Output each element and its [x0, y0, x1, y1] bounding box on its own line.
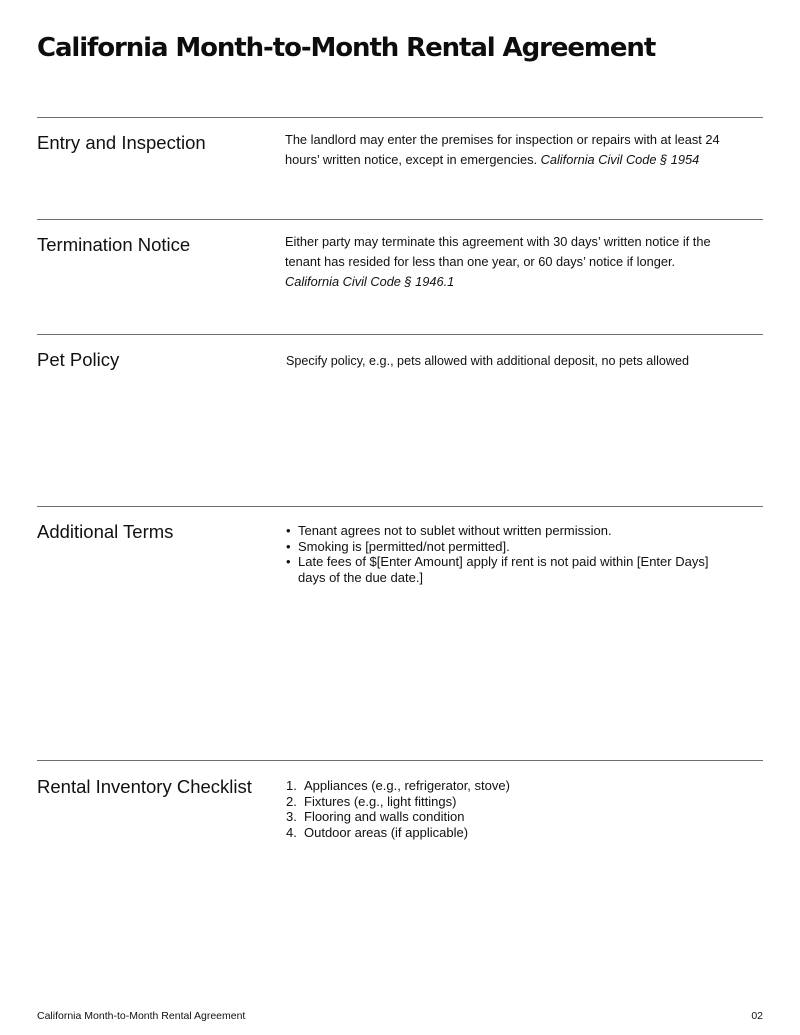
list-item: • Smoking is [permitted/not permitted].: [286, 538, 510, 554]
legal-citation: California Civil Code § 1946.1: [285, 274, 455, 289]
section-paragraph: [285, 232, 725, 272]
bullet-icon: •: [286, 554, 291, 570]
body-text: Either party may terminate this agreement with 30 days’ written notice if the tenant has resided for less than one year, or 60 days’ notice if longer.: [285, 234, 711, 269]
footer-page-number: 02: [751, 1010, 763, 1022]
section-body-additional-terms: [285, 523, 730, 586]
body-text: The landlord may enter the premises for inspection or repairs with at least 24 hours’ written notice, except in emergencies.: [285, 132, 720, 167]
list-number: 4.: [286, 825, 297, 841]
placeholder-text: Specify policy, e.g., pets allowed with additional deposit, no pets allowed: [286, 354, 690, 368]
section-divider: [37, 334, 763, 335]
inventory-checklist-list: [285, 778, 755, 841]
bullet-icon: •: [286, 538, 291, 554]
list-item: • Late fees of $[Enter Amount] apply if rent is not paid within [Enter Days] days of the due date.]: [286, 554, 709, 586]
section-divider: [37, 219, 763, 220]
section-title-entry-inspection: Entry and Inspection: [37, 132, 206, 153]
section-body-termination-notice: [285, 232, 725, 292]
legal-citation: California Civil Code § 1954: [540, 152, 700, 167]
list-item: 4. Outdoor areas (if applicable): [286, 825, 469, 841]
list-item: • Tenant agrees not to sublet without written permission.: [286, 523, 612, 538]
footer-document-title: California Month-to-Month Rental Agreement: [37, 1010, 246, 1022]
additional-terms-list: [285, 523, 730, 586]
page-title: California Month-to-Month Rental Agreement: [37, 33, 656, 63]
section-divider: [37, 760, 763, 761]
section-title-pet-policy: Pet Policy: [37, 349, 120, 370]
section-body-pet-policy: [286, 351, 756, 371]
section-divider: [37, 506, 763, 507]
section-divider: [37, 117, 763, 118]
list-number: 2.: [286, 793, 297, 809]
section-title-inventory-checklist: Rental Inventory Checklist: [37, 776, 252, 797]
section-title-additional-terms: Additional Terms: [37, 521, 174, 542]
section-title-termination-notice: Termination Notice: [37, 234, 191, 255]
section-body-entry-inspection: [285, 130, 755, 170]
list-item: 1. Appliances (e.g., refrigerator, stove): [286, 778, 510, 793]
list-number: 1.: [286, 778, 297, 793]
section-paragraph: [285, 130, 755, 170]
bullet-icon: •: [286, 523, 291, 538]
list-item: 2. Fixtures (e.g., light fittings): [286, 793, 457, 809]
list-number: 3.: [286, 809, 297, 825]
list-item: 3. Flooring and walls condition: [286, 809, 465, 825]
section-body-inventory-checklist: [285, 778, 755, 841]
